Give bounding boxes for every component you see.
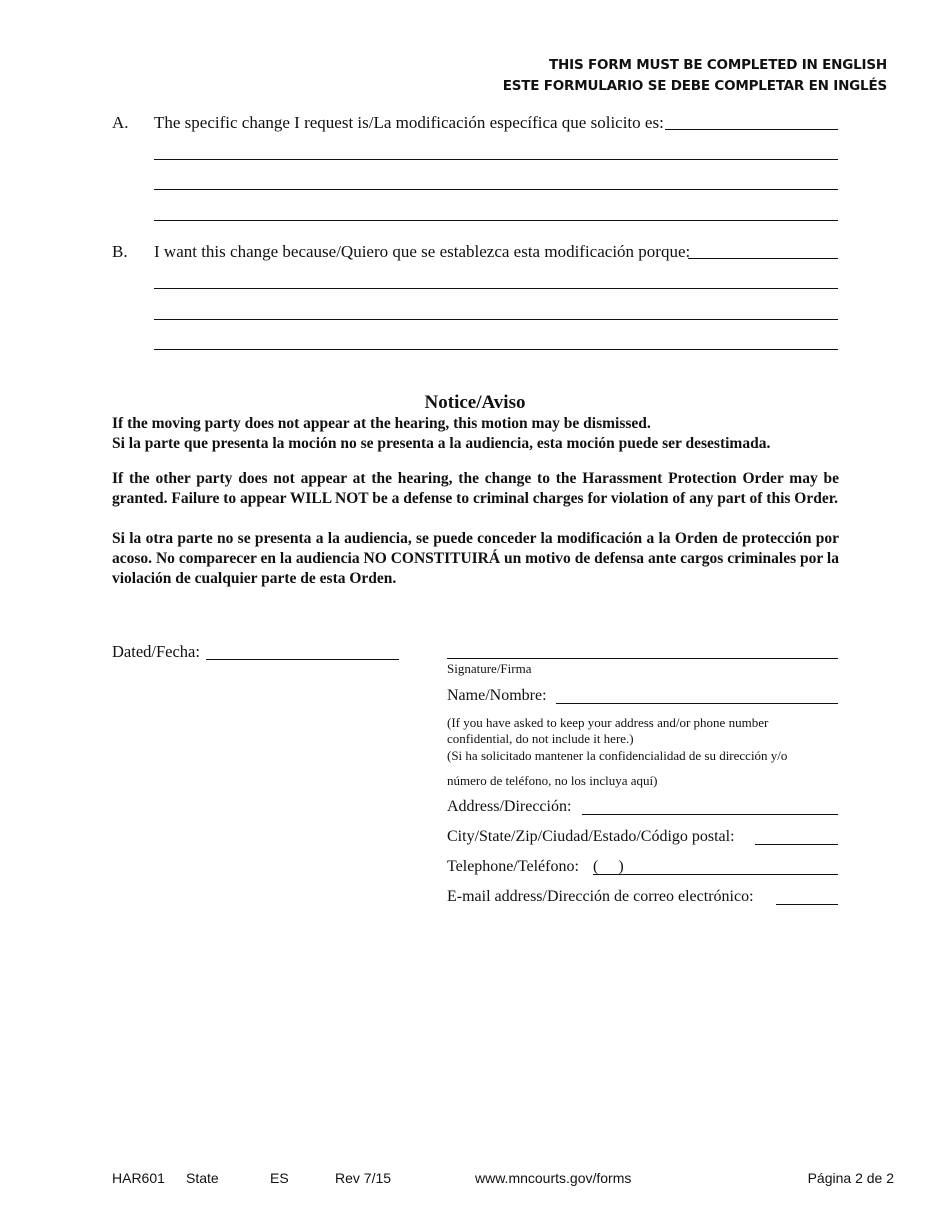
footer-language: ES [270, 1170, 289, 1186]
confidential-note-es-1: (Si ha solicitado mantener la confidencialidad de su dirección y/o [447, 748, 788, 763]
notice-p2-english: If the other party does not appear at the hearing, the change to the Harassment Protection Order may be granted. Failure to appear WILL NOT be a defense to criminal charges for violation of any part of this Order. [112, 470, 839, 507]
address-input-line[interactable] [582, 814, 838, 815]
question-b-text: I want this change because/Quiero que se establezca esta modificación porque: [154, 242, 691, 261]
email-input-line[interactable] [776, 904, 838, 905]
question-a-text: The specific change I request is/La modificación específica que solicito es: [154, 113, 664, 132]
notice-p2-spanish: Si la otra parte no se presenta a la audiencia, se puede conceder la modificación a la Orden de protección por acoso. No comparecer en la audiencia NO CONSTITUIRÁ un motivo de defensa ante cargos criminales por la violación de cualquier parte de esta Orden. [112, 530, 839, 587]
city-state-zip-label: City/State/Zip/Ciudad/Estado/Código postal: [447, 828, 735, 845]
footer-revision: Rev 7/15 [335, 1170, 392, 1186]
telephone-label: Telephone/Teléfono: [447, 858, 579, 875]
telephone-area-code: ( ) [593, 858, 624, 875]
confidential-note-es-2: número de teléfono, no los incluya aquí) [447, 773, 658, 788]
dated-label: Dated/Fecha: [112, 642, 200, 661]
header-line-spanish: ESTE FORMULARIO SE DEBE COMPLETAR EN INGLÉS [502, 78, 887, 94]
date-input-line[interactable] [206, 659, 399, 660]
footer-state: State [186, 1170, 219, 1186]
telephone-input-line[interactable] [593, 874, 838, 875]
question-a-answer-line-2[interactable] [154, 159, 838, 160]
question-a-letter: A. [112, 113, 129, 132]
question-b-letter: B. [112, 242, 128, 261]
signature-line[interactable] [447, 658, 838, 659]
notice-title: Notice/Aviso [424, 392, 526, 413]
footer-form-id: HAR601 [112, 1170, 165, 1186]
footer-page-number: Página 2 de 2 [807, 1170, 894, 1186]
confidential-note-en-2: confidential, do not include it here.) [447, 731, 634, 746]
question-b-answer-line-2[interactable] [154, 288, 838, 289]
name-input-line[interactable] [556, 703, 838, 704]
name-label: Name/Nombre: [447, 687, 547, 704]
notice-p1-english: If the moving party does not appear at the hearing, this motion may be dismissed. [112, 415, 651, 432]
question-a-answer-line-4[interactable] [154, 220, 838, 221]
footer-url[interactable]: www.mncourts.gov/forms [475, 1170, 632, 1186]
header-line-english: THIS FORM MUST BE COMPLETED IN ENGLISH [549, 57, 887, 73]
confidential-note-en-1: (If you have asked to keep your address and/or phone number [447, 715, 769, 730]
signature-label: Signature/Firma [447, 661, 532, 676]
address-label: Address/Dirección: [447, 798, 572, 815]
question-a-answer-line-1[interactable] [665, 129, 838, 130]
email-label: E-mail address/Dirección de correo electrónico: [447, 888, 754, 905]
city-state-zip-input-line[interactable] [755, 844, 838, 845]
question-b-answer-line-3[interactable] [154, 319, 838, 320]
question-b-answer-line-4[interactable] [154, 349, 838, 350]
question-b-answer-line-1[interactable] [688, 258, 838, 259]
question-a-answer-line-3[interactable] [154, 189, 838, 190]
notice-p1-spanish: Si la parte que presenta la moción no se presenta a la audiencia, esta moción puede ser desestimada. [112, 435, 771, 452]
